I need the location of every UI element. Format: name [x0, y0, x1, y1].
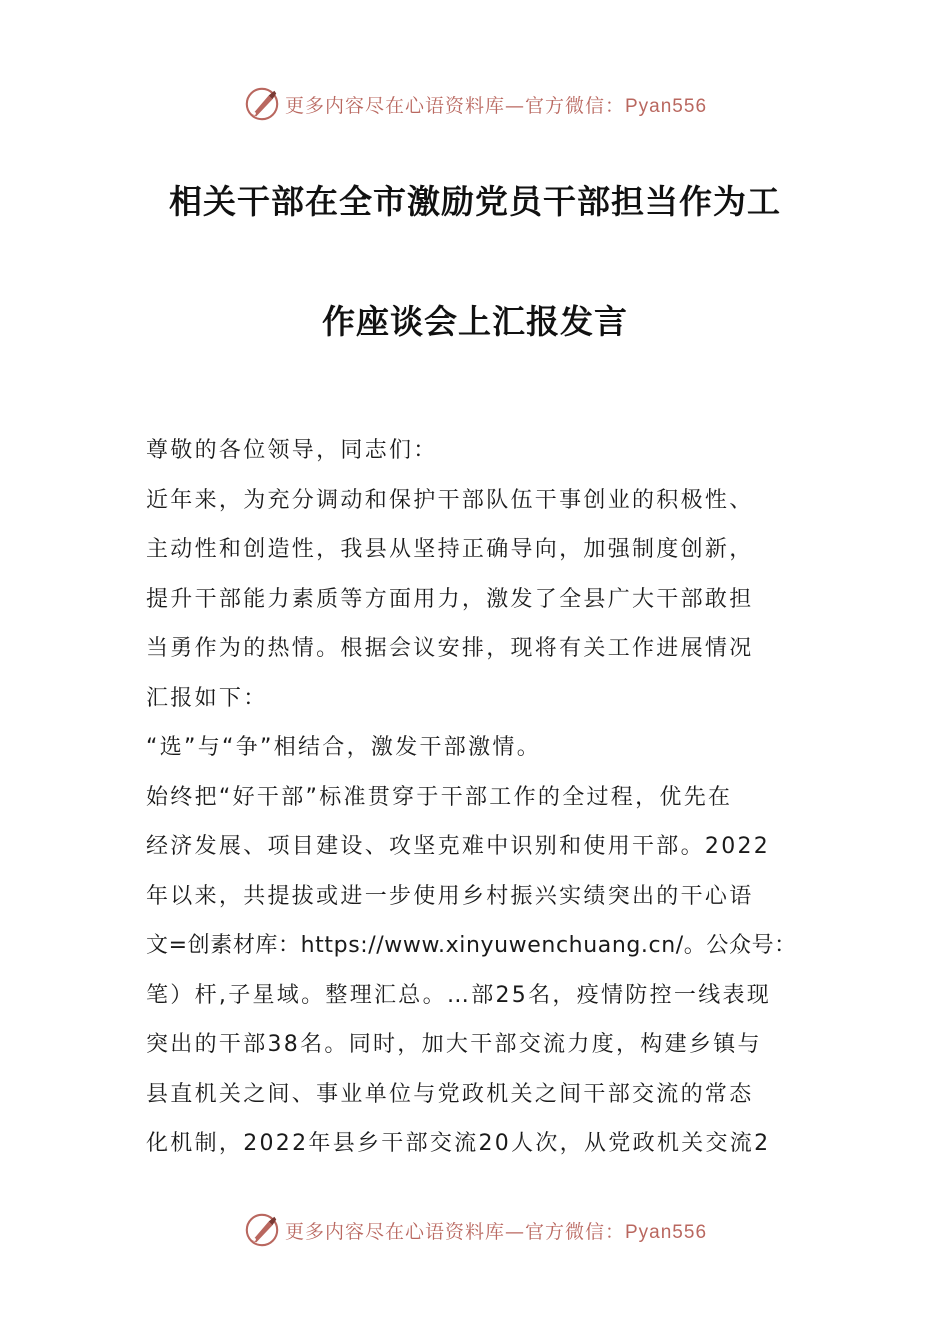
body-line: 笔）杆,子星域。整理汇总。…部25名，疫情防控一线表现	[146, 982, 772, 1008]
body-line: 提升干部能力素质等方面用力，激发了全县广大干部敢担	[146, 586, 754, 612]
body-line: 县直机关之间、事业单位与党政机关之间干部交流的常态	[146, 1081, 754, 1107]
document-body	[146, 426, 808, 1169]
body-line: 年以来，共提拔或进一步使用乡村振兴实绩突出的干心语	[146, 883, 754, 909]
body-line: 突出的干部38名。同时，加大干部交流力度，构建乡镇与	[146, 1032, 762, 1057]
watermark-handle: Pyan556	[625, 1221, 708, 1243]
watermark-handle: Pyan556	[625, 95, 708, 117]
body-line: 主动性和创造性，我县从坚持正确导向，加强制度创新，	[146, 537, 754, 562]
fountain-pen-logo-icon	[243, 85, 281, 123]
document-title-line-2: 作座谈会上汇报发言	[322, 302, 628, 341]
body-line: 尊敬的各位领导，同志们：	[146, 438, 438, 463]
document-title-line-1: 相关干部在全市激励党员干部担当作为工	[169, 182, 781, 221]
body-line: 化机制，2022年县乡干部交流20人次，从党政机关交流2	[146, 1131, 771, 1156]
fountain-pen-logo-icon	[243, 1211, 281, 1249]
body-line: 经济发展、项目建设、攻坚克难中识别和使用干部。2022	[146, 834, 771, 859]
body-line: 始终把“好干部”标准贯穿于干部工作的全过程，优先在	[146, 784, 733, 810]
body-line: 近年来，为充分调动和保护干部队伍干事创业的积极性、	[146, 487, 754, 513]
body-line: 文=创素材库：https://www.xinyuwenchuang.cn/。公众号：	[146, 933, 797, 958]
body-line: “选”与“争”相结合，激发干部激情。	[146, 735, 541, 760]
watermark-slogan: 更多内容尽在心语资料库—官方微信：	[284, 1220, 625, 1243]
watermark-slogan: 更多内容尽在心语资料库—官方微信：	[284, 94, 625, 117]
body-line: 汇报如下：	[146, 685, 268, 711]
body-line: 当勇作为的热情。根据会议安排，现将有关工作进展情况	[146, 636, 754, 661]
watermark-banner-top	[0, 84, 950, 124]
watermark-banner-bottom	[0, 1210, 950, 1250]
watermark-text	[285, 1217, 707, 1244]
watermark-text	[285, 91, 707, 118]
